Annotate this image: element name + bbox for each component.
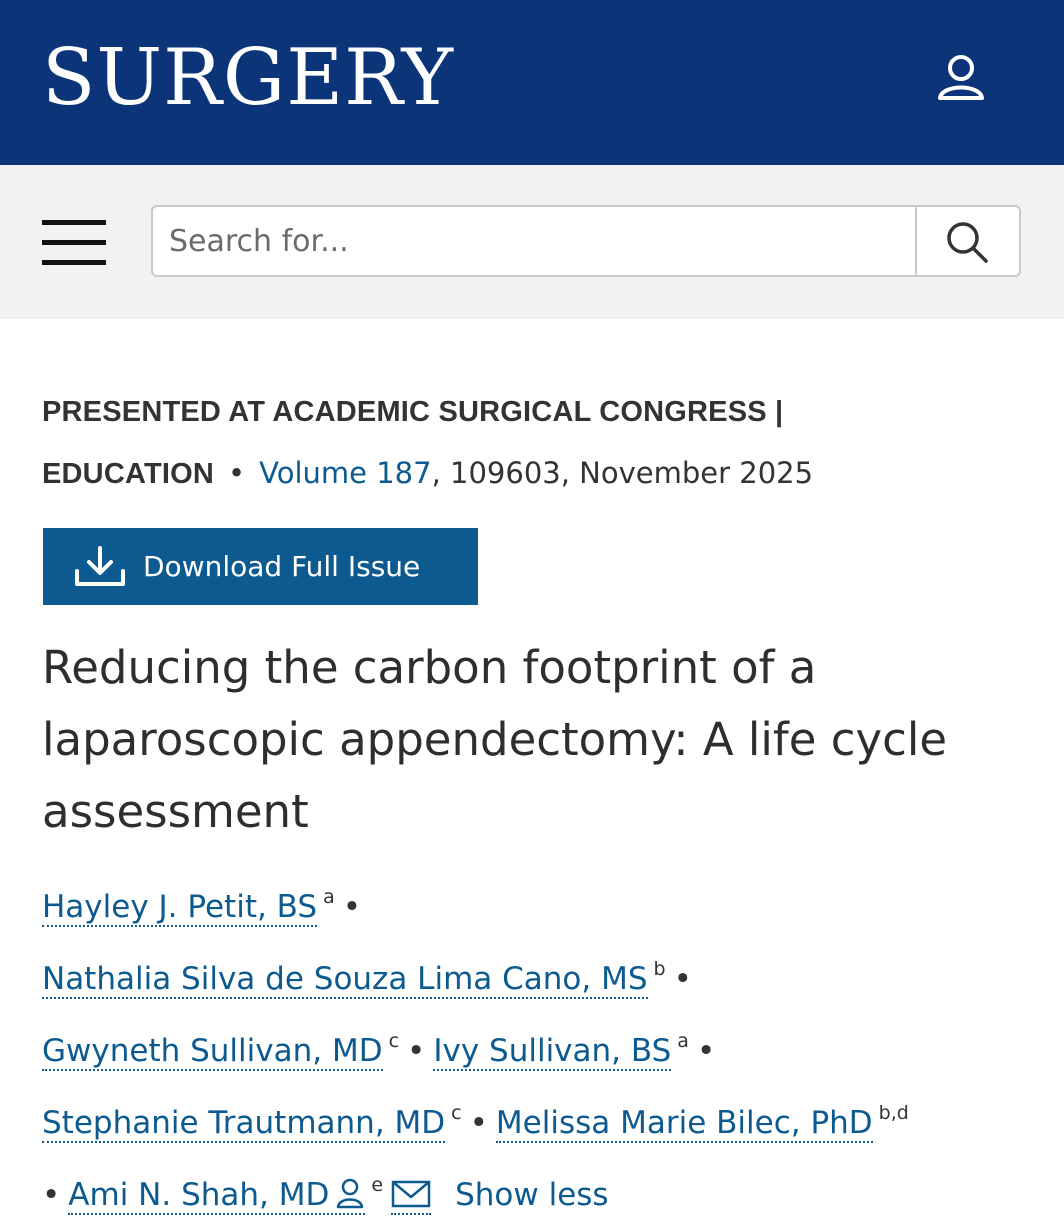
author-link[interactable]: Gwyneth Sullivan, MD [42,1033,383,1069]
author-separator: • [342,889,362,925]
article-category-education: EDUCATION [42,458,215,490]
author-link[interactable]: Hayley J. Petit, BS [42,889,318,925]
email-author-link[interactable] [391,1177,431,1215]
download-button-label: Download Full Issue [143,550,421,583]
envelope-icon [391,1179,431,1209]
user-account-button[interactable] [932,50,990,108]
affiliation-marker: b [653,958,666,980]
menu-line [42,260,106,265]
menu-line [42,240,106,245]
affiliation-marker: c [388,1030,400,1052]
author-link[interactable]: Ivy Sullivan, BS [433,1033,672,1069]
article-category: PRESENTED AT ACADEMIC SURGICAL CONGRESS | [42,396,784,428]
affiliation-marker: c [451,1102,462,1124]
author-separator: • [42,1177,61,1213]
show-less-button[interactable]: Show less [455,1177,609,1213]
author-separator: • [673,961,692,997]
author-link[interactable]: Melissa Marie Bilec, PhD [495,1105,873,1141]
article-meta [42,390,1042,496]
article-title: Reducing the carbon footprint of a laparoscopic appendectomy: A life cycle assessment [42,641,948,838]
site-header [0,0,1064,165]
affiliation-marker: e [371,1174,384,1196]
affiliation-marker: a [323,886,335,908]
user-icon [932,50,990,108]
author-link[interactable]: Nathalia Silva de Souza Lima Cano, MS [42,961,648,997]
search-box [151,205,1021,277]
search-input[interactable] [153,207,913,275]
volume-link[interactable]: Volume 187 [259,456,432,490]
author-name: Ami N. Shah, MD [68,1177,330,1213]
search-button[interactable] [915,207,1019,275]
download-icon [73,545,127,589]
person-icon [335,1177,365,1209]
author-link[interactable] [68,1177,365,1215]
author-list [42,866,1042,1226]
search-bar [0,165,1064,319]
author-separator: • [407,1033,426,1069]
hamburger-menu-button[interactable] [42,220,106,266]
download-full-issue-button[interactable] [43,528,478,605]
affiliation-marker: b,d [878,1102,909,1124]
bullet-separator: • [228,456,246,490]
issue-details: , 109603, November 2025 [431,456,814,490]
affiliation-marker: a [677,1030,689,1052]
search-icon [945,220,989,264]
author-separator: • [469,1105,488,1141]
author-separator: • [696,1033,716,1069]
author-link[interactable]: Stephanie Trautmann, MD [42,1105,446,1141]
journal-logo[interactable]: SURGERY [42,33,454,123]
issue-info [42,451,1042,496]
menu-line [42,220,106,225]
